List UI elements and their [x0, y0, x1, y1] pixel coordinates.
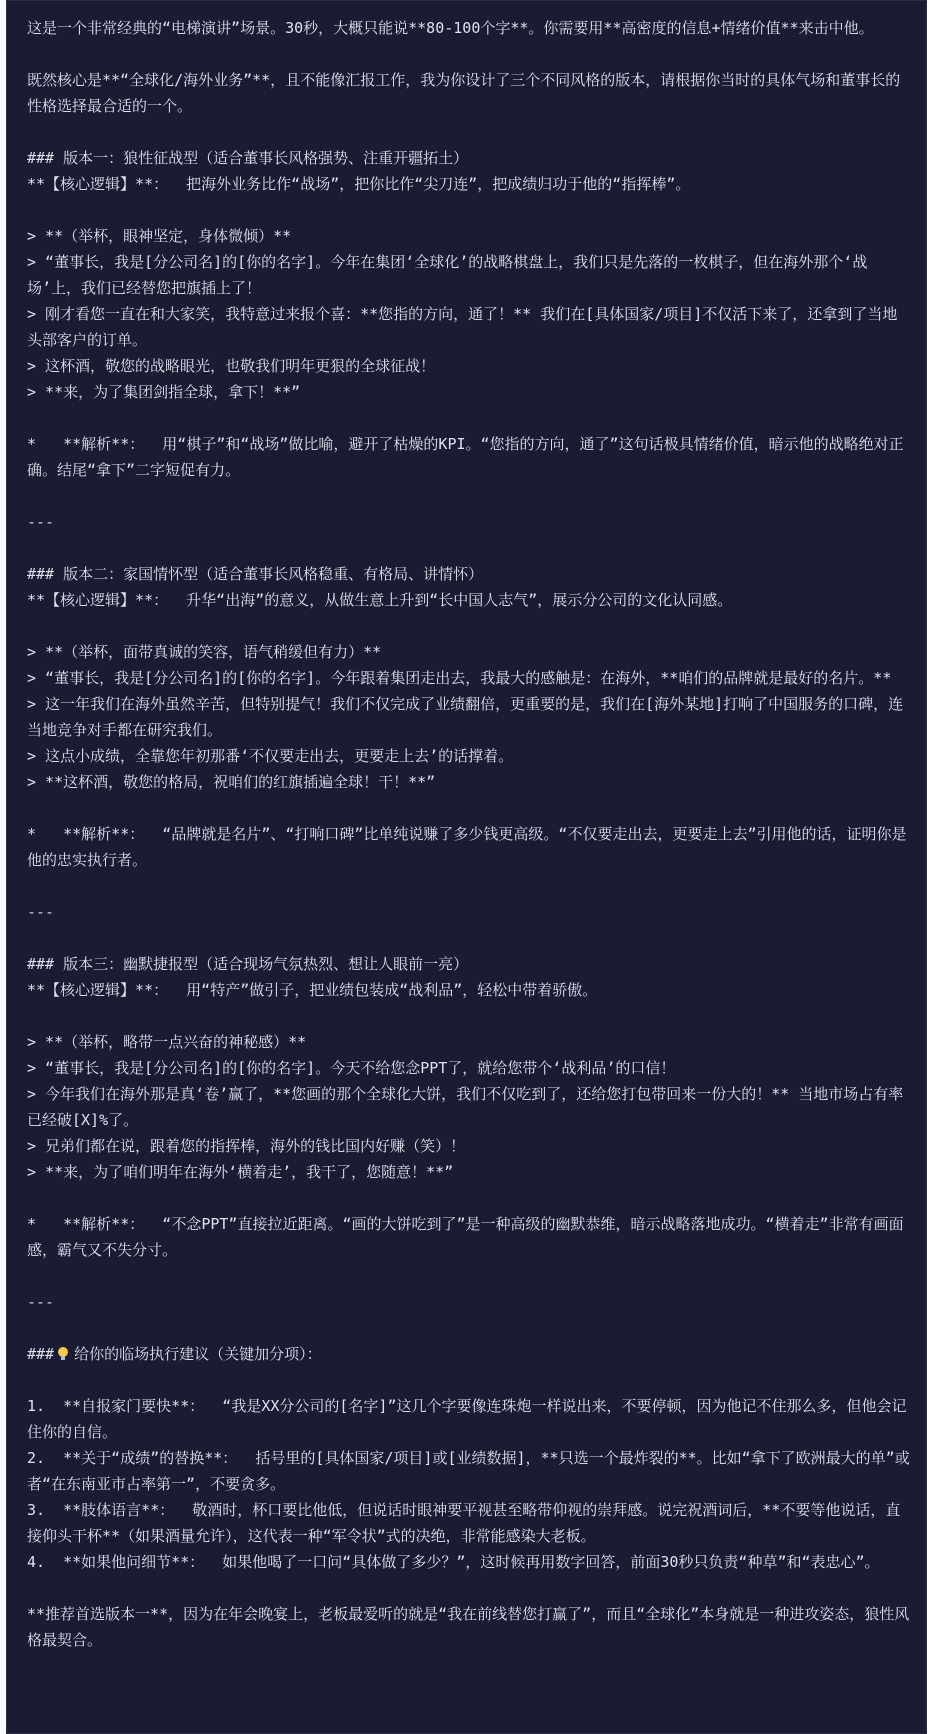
- tips-heading-prefix: ###: [27, 1345, 55, 1363]
- version2-heading: ### 版本二：家国情怀型（适合董事长风格稳重、有格局、讲情怀）: [27, 565, 484, 583]
- spacer: [27, 405, 912, 431]
- spacer: [27, 873, 912, 899]
- version2-quote-line: > **这杯酒，敬您的格局，祝咱们的红旗插遍全球！干！**”: [27, 773, 436, 791]
- tips-heading-text: 给你的临场执行建议（关键加分项）：: [74, 1345, 322, 1363]
- version2-quote-line: > “董事长，我是[分公司名]的[你的名字]。今年跟着集团走出去，我最大的感触是：在海外，**咱们的品牌就是最好的名片。**: [27, 669, 892, 687]
- version1-quote-line: > **（举杯，眼神坚定，身体微倾）**: [27, 227, 292, 245]
- spacer: [27, 925, 912, 951]
- tips-item: 3. **肢体语言**： 敬酒时，杯口要比他低，但说话时眼神要平视甚至略带仰视的崇拜感。说完祝酒词后，**不要等他说话，直接仰头干杯**（如果酒量允许），这代表一种“军令状”式的决绝，非常能感染大老板。: [27, 1501, 901, 1545]
- version3-quote-line: > 今年我们在海外那是真‘卷’赢了，**您画的那个全球化大饼，我们不仅吃到了，还给您打包带回来一份大的！** 当地市场占有率已经破[X]%了。: [27, 1085, 904, 1129]
- tips-heading: [27, 1341, 912, 1367]
- version2-analysis: * **解析**： “品牌就是名片”、“打响口碑”比单纯说赚了多少钱更高级。“不仅要走出去，更要走上去”引用他的话，证明你是他的忠实执行者。: [27, 825, 907, 869]
- tips-item: 1. **自报家门要快**： “我是XX分公司的[名字]”这几个字要像连珠炮一样说出来，不要停顿，因为他记不住那么多，但他会记住你的自信。: [27, 1397, 907, 1441]
- spacer: [27, 1185, 912, 1211]
- tips-item: 4. **如果他问细节**： 如果他喝了一口问“具体做了多少？”，这时候再用数字回答，前面30秒只负责“种草”和“表忠心”。: [27, 1553, 880, 1571]
- message-content: [27, 15, 912, 1653]
- version1-quote-line: > 这杯酒，敬您的战略眼光，也敬我们明年更狠的全球征战！: [27, 357, 436, 375]
- version3-analysis: * **解析**： “不念PPT”直接拉近距离。“画的大饼吃到了”是一种高级的幽默恭维，暗示战略落地成功。“横着走”非常有画面感，霸气又不失分寸。: [27, 1215, 904, 1259]
- spacer: [27, 1367, 912, 1393]
- version1-analysis: * **解析**： 用“棋子”和“战场”做比喻，避开了枯燥的KPI。“您指的方向，通了”这句话极具情绪价值，暗示他的战略绝对正确。结尾“拿下”二字短促有力。: [27, 435, 904, 479]
- intro-paragraph: 既然核心是**“全球化/海外业务”**，且不能像汇报工作，我为你设计了三个不同风格的版本，请根据你当时的具体气场和董事长的性格选择最合适的一个。: [27, 71, 901, 115]
- spacer: [27, 1575, 912, 1601]
- version3-quote-line: > **（举杯，略带一点兴奋的神秘感）**: [27, 1033, 307, 1051]
- version1-quote-line: > **来，为了集团剑指全球，拿下！**”: [27, 383, 301, 401]
- spacer: [27, 197, 912, 223]
- version2-logic: **【核心逻辑】**： 升华“出海”的意义，从做生意上升到“长中国人志气”，展示分公司的文化认同感。: [27, 591, 733, 609]
- version2-quote-line: > 这点小成绩，全靠您年初那番‘不仅要走出去，更要走上去’的话撑着。: [27, 747, 514, 765]
- version3-quote-line: > 兄弟们都在说，跟着您的指挥棒，海外的钱比国内好赚（笑）！: [27, 1137, 466, 1155]
- version1-heading: ### 版本一：狼性征战型（适合董事长风格强势、注重开疆拓土）: [27, 149, 469, 167]
- spacer: [27, 535, 912, 561]
- horizontal-rule: ---: [27, 903, 55, 921]
- version3-quote-line: > “董事长，我是[分公司名]的[你的名字]。今天不给您念PPT了，就给您带个‘战利品’的口信！: [27, 1059, 676, 1077]
- lightbulb-icon: [58, 1347, 68, 1361]
- version2-quote-line: > **（举杯，面带真诚的笑容，语气稍缓但有力）**: [27, 643, 382, 661]
- spacer: [27, 1263, 912, 1289]
- spacer: [27, 119, 912, 145]
- version1-logic: **【核心逻辑】**： 把海外业务比作“战场”，把你比作“尖刀连”，把成绩归功于他的“指挥棒”。: [27, 175, 691, 193]
- version1-quote-line: > “董事长，我是[分公司名]的[你的名字]。今年在集团‘全球化’的战略棋盘上，我们只是先落的一枚棋子，但在海外那个‘战场’上，我们已经替您把旗插上了！: [27, 253, 868, 297]
- spacer: [27, 483, 912, 509]
- horizontal-rule: ---: [27, 1293, 55, 1311]
- version3-logic: **【核心逻辑】**： 用“特产”做引子，把业绩包装成“战利品”，轻松中带着骄傲。: [27, 981, 598, 999]
- version3-heading: ### 版本三：幽默捷报型（适合现场气氛热烈、想让人眼前一亮）: [27, 955, 469, 973]
- version2-quote-line: > 这一年我们在海外虽然辛苦，但特别提气！我们不仅完成了业绩翻倍，更重要的是，我们在[海外某地]打响了中国服务的口碑，连当地竞争对手都在研究我们。: [27, 695, 904, 739]
- spacer: [27, 1003, 912, 1029]
- version3-quote-line: > **来，为了咱们明年在海外‘横着走’，我干了，您随意！**”: [27, 1163, 454, 1181]
- spacer: [27, 613, 912, 639]
- spacer: [27, 1315, 912, 1341]
- spacer: [27, 41, 912, 67]
- intro-paragraph: 这是一个非常经典的“电梯演讲”场景。30秒，大概只能说**80-100个字**。你需要用**高密度的信息+情绪价值**来击中他。: [27, 19, 874, 37]
- spacer: [27, 795, 912, 821]
- chat-message-panel: [6, 0, 927, 1734]
- recommendation: **推荐首选版本一**，因为在年会晚宴上，老板最爱听的就是“我在前线替您打赢了”，而且“全球化”本身就是一种进攻姿态，狼性风格最契合。: [27, 1605, 910, 1649]
- version1-quote-line: > 刚才看您一直在和大家笑，我特意过来报个喜：**您指的方向，通了！** 我们在[具体国家/项目]不仅活下来了，还拿到了当地头部客户的订单。: [27, 305, 898, 349]
- tips-item: 2. **关于“成绩”的替换**： 括号里的[具体国家/项目]或[业绩数据]，**只选一个最炸裂的**。比如“拿下了欧洲最大的单”或者“在东南亚市占率第一”，不要贪多。: [27, 1449, 910, 1493]
- horizontal-rule: ---: [27, 513, 55, 531]
